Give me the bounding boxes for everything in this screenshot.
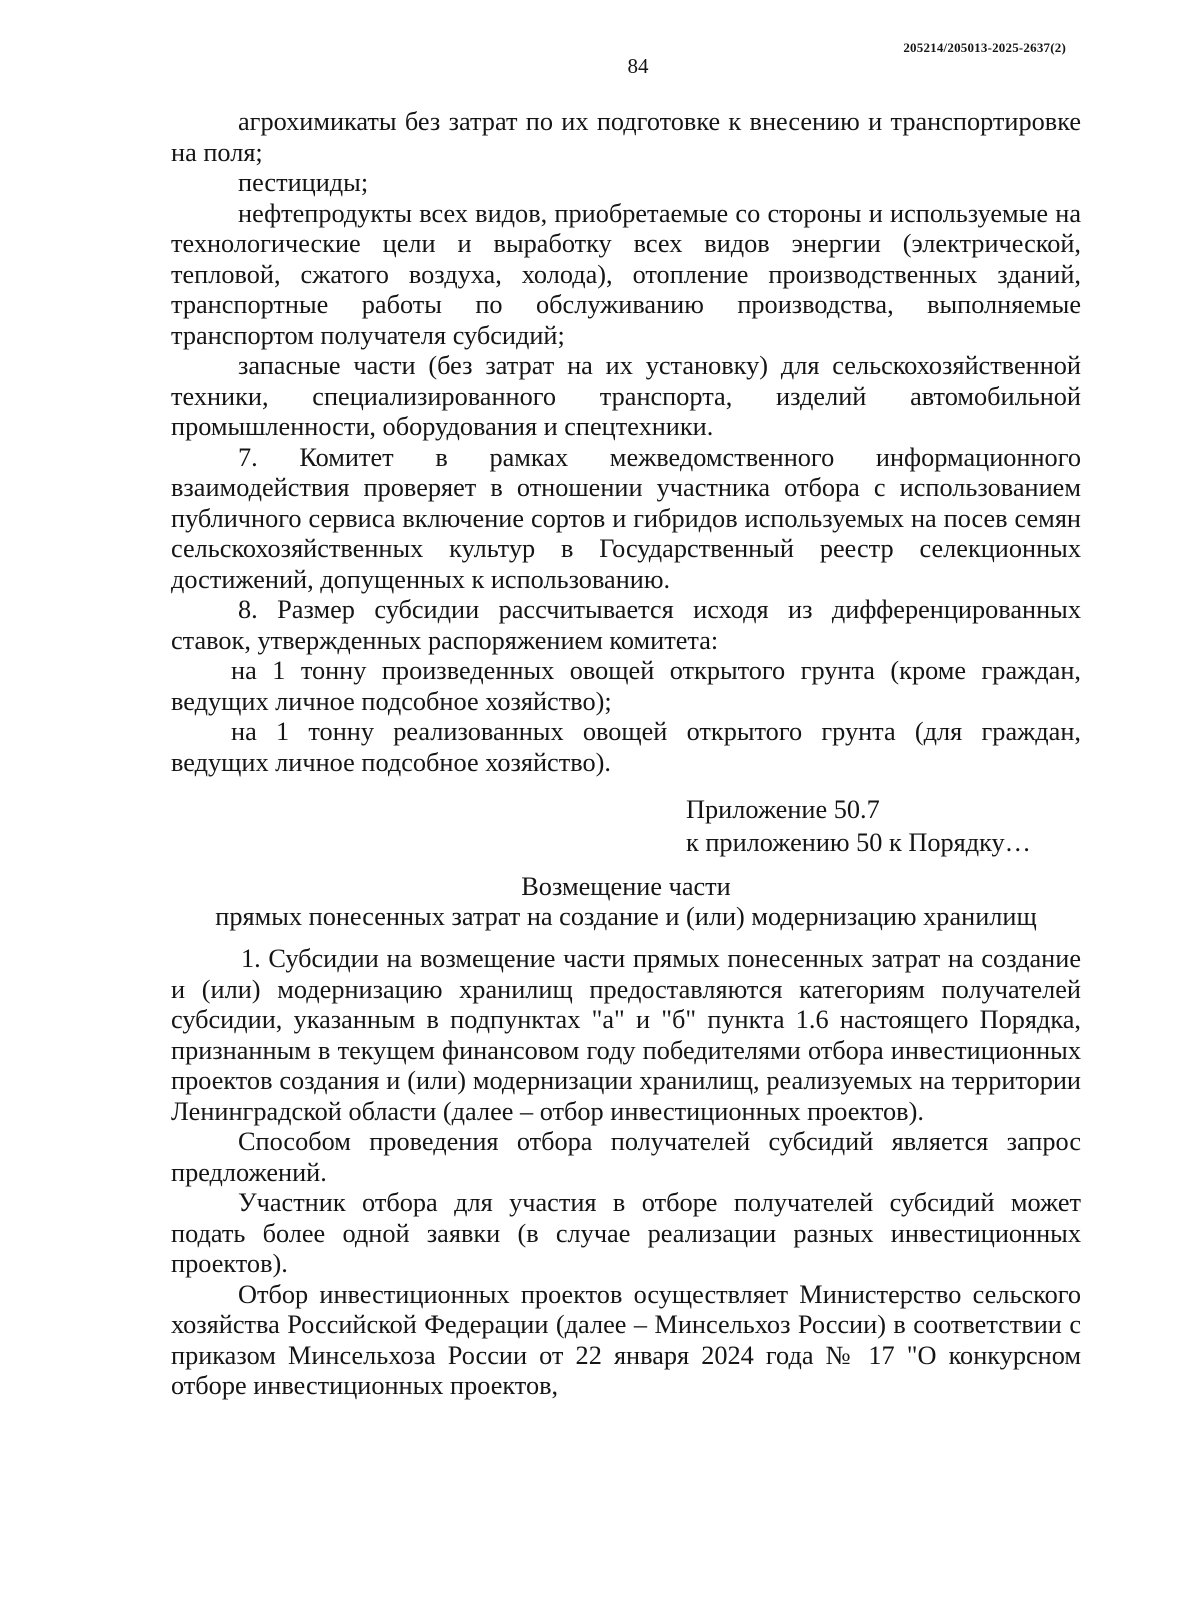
paragraph: нефтепродукты всех видов, приобретаемые со стороны и используемые на технологические цели и выработку всех видов энергии (электрической, тепловой, сжатого воздуха, холода), отопление производственных зданий, транспортные работы по обслуживанию производства, выполняемые транспортом получателя субсидий;	[171, 198, 1081, 350]
paragraph: агрохимикаты без затрат по их подготовке к внесению и транспортировке на поля;	[171, 107, 1081, 167]
page-number: 84	[627, 54, 649, 78]
paragraph: 1. Субсидии на возмещение части прямых понесенных затрат на создание и (или) модернизацию хранилищ предоставляются категориям получателей субсидии, указанным в подпунктах "а" и "б" пункта 1.6 настоящего Порядка, признанным в текущем финансовом году победителями отбора инвестиционных проектов создания и (или) модернизации хранилищ, реализуемых на территории Ленинградской области (далее – отбор инвестиционных проектов).	[171, 944, 1081, 1126]
paragraph: 7. Комитет в рамках межведомственного информационного взаимодействия проверяет в отношении участника отбора с использованием публичного сервиса включение сортов и гибридов используемых на посев семян сельскохозяйственных культур в Государственный реестр селекционных достижений, допущенных к использованию.	[171, 442, 1081, 594]
paragraph: запасные части (без затрат на их установку) для сельскохозяйственной техники, специализированного транспорта, изделий автомобильной промышленности, оборудования и спецтехники.	[171, 351, 1081, 441]
section-title	[171, 872, 1081, 932]
paragraph: Участник отбора для участия в отборе получателей субсидий может подать более одной заявки (в случае реализации разных инвестиционных проектов).	[171, 1188, 1081, 1278]
paragraph: на 1 тонну произведенных овощей открытого грунта (кроме граждан, ведущих личное подсобное хозяйство);	[171, 656, 1081, 716]
section-title-line: прямых понесенных затрат на создание и (или) модернизацию хранилищ	[215, 902, 1037, 931]
paragraph: 8. Размер субсидии рассчитывается исходя из дифференцированных ставок, утвержденных распоряжением комитета:	[171, 595, 1081, 655]
paragraph: Способом проведения отбора получателей субсидий является запрос предложений.	[171, 1127, 1081, 1187]
document-number: 205214/205013-2025-2637(2)	[903, 40, 1066, 55]
paragraph: пестициды;	[238, 168, 369, 197]
paragraph: Отбор инвестиционных проектов осуществляет Министерство сельского хозяйства Российской Федерации (далее – Минсельхоз России) в соответствии с приказом Минсельхоза России от 22 января 2024 года № 17 "О конкурсном отборе инвестиционных проектов,	[171, 1279, 1081, 1400]
appendix-reference	[171, 793, 1081, 859]
section-title-line: Возмещение части	[521, 872, 731, 901]
paragraph: на 1 тонну реализованных овощей открытого грунта (для граждан, ведущих личное подсобное хозяйство).	[171, 717, 1081, 777]
document-body	[171, 107, 1081, 1402]
appendix-line: к приложению 50 к Порядку…	[686, 828, 1031, 857]
appendix-line: Приложение 50.7	[686, 795, 880, 824]
